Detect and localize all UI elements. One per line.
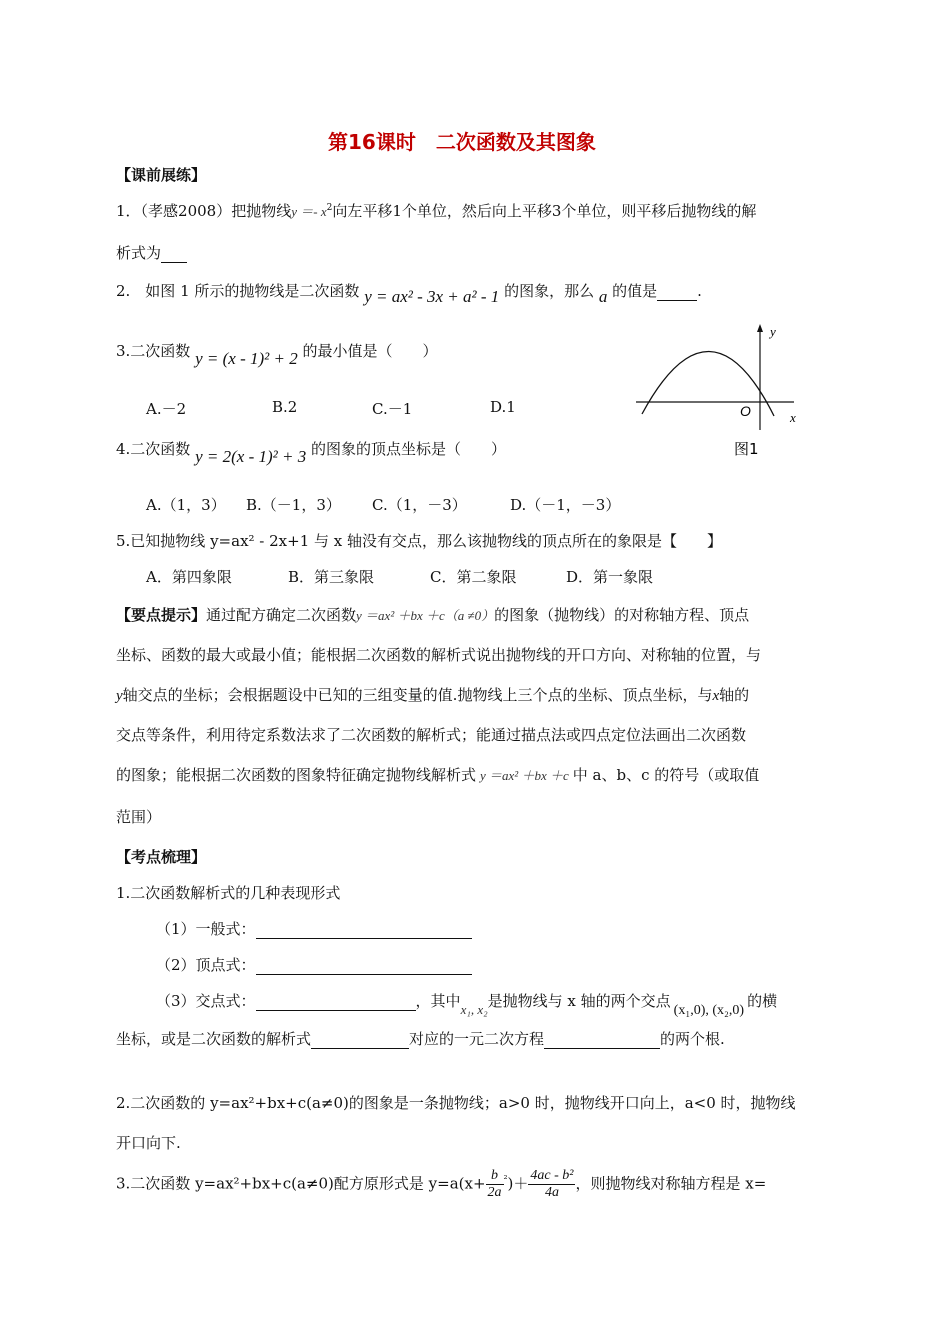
key-points-line-2: 坐标、函数的最大或最小值；能根据二次函数的解析式说出抛物线的开口方向、对称轴的位置，与 xyxy=(116,646,762,664)
review-1-text-c: 的两个根. xyxy=(660,1030,725,1048)
q4-option-b[interactable]: B.（－1，3） xyxy=(246,496,341,514)
key-points-line-5 xyxy=(116,764,759,785)
question-3 xyxy=(116,340,438,368)
review-3-text-post: ，则抛物线对称轴方程是 x= xyxy=(575,1174,767,1193)
q2-text-mid: 的图象，那么 xyxy=(504,282,595,300)
y-axis-arrow xyxy=(757,324,763,332)
q3-formula: y = (x - 1)² + 2 xyxy=(195,349,298,368)
review-item-2-line1: 2.二次函数的 y=ax²+bx+c(a≠0)的图象是一条抛物线；a>0 时，抛物线开口向上，a<0 时，抛物线 xyxy=(116,1094,796,1112)
form-intercept-post: 是抛物线与 x 轴的两个交点 xyxy=(487,992,671,1010)
page-title: 第16课时 二次函数及其图象 xyxy=(328,130,596,154)
q4-option-a[interactable]: A.（1，3） xyxy=(146,496,226,514)
q5-option-a[interactable]: A．第四象限 xyxy=(146,568,232,586)
q3-option-d[interactable]: D.1 xyxy=(490,398,516,416)
key-points-text-3a: 轴交点的坐标；会根据题设中已知的三组变量的值.抛物线上三个点的坐标、顶点坐标，与 xyxy=(122,686,713,704)
fraction-discriminant xyxy=(528,1168,575,1201)
question-1: 1．（孝感2008）把抛物线$y =- x^2$向左平移1个单位，然后向上平移3个单位，则平移后抛物线的解 xyxy=(116,202,757,220)
review-1-blank-2[interactable] xyxy=(544,1034,660,1049)
q4-option-d[interactable]: D.（－1，－3） xyxy=(510,496,621,514)
form-intercept-label: （3）交点式： xyxy=(156,992,256,1010)
q1-text-pre: 1．（孝感2008）把抛物线 xyxy=(116,202,292,220)
q1-formula: y ＝- x xyxy=(291,204,327,219)
fraction-2-denominator: 4a xyxy=(544,1185,559,1200)
q2-formula: y = ax² - 3x + a² - 1 xyxy=(364,287,500,306)
q5-option-c[interactable]: C．第二象限 xyxy=(430,568,517,586)
key-points-var-y: y xyxy=(116,688,123,704)
key-points-text-5a: 的图象；能根据二次函数的图象特征确定抛物线解析式 xyxy=(116,766,477,784)
origin-label: O xyxy=(740,403,751,419)
key-points-text-3b: 轴的 xyxy=(719,686,750,704)
q4-text-post: 的图象的顶点坐标是（ ） xyxy=(311,440,507,458)
form-general xyxy=(156,918,472,939)
key-points-line-6: 范围） xyxy=(116,808,162,826)
q2-answer-blank[interactable] xyxy=(657,286,697,301)
form-general-blank[interactable] xyxy=(256,924,472,939)
key-points-line-4: 交点等条件，利用待定系数法求了二次函数的解析式；能通过描点法或四点定位法画出二次函数 xyxy=(116,726,747,744)
key-points-formula-5: y ＝ax² ＋bx ＋c xyxy=(480,768,569,783)
q2-text-post: 的值是 xyxy=(612,282,658,300)
key-points-var-x: x xyxy=(712,688,720,704)
form-vertex-blank[interactable] xyxy=(256,960,472,975)
key-points-text-1b: 的图象（抛物线）的对称轴方程、顶点 xyxy=(494,606,750,624)
form-intercept-blank[interactable] xyxy=(256,996,416,1011)
form-general-label: （1）一般式： xyxy=(156,920,256,938)
key-points-text-1a: 通过配方确定二次函数 xyxy=(206,606,357,624)
key-points-line-1 xyxy=(116,604,749,625)
q3-option-b[interactable]: B.2 xyxy=(272,398,298,416)
fraction-1-denominator: 2a xyxy=(487,1185,502,1200)
q3-text-pre: 3.二次函数 xyxy=(116,342,191,360)
question-4 xyxy=(116,438,507,466)
section-heading-review: 【考点梳理】 xyxy=(116,848,207,866)
key-points-line-3 xyxy=(116,684,749,705)
q4-formula: y = 2(x - 1)² + 3 xyxy=(195,447,307,466)
q1-text-post: 向左平移1个单位，然后向上平移3个单位，则平移后抛物线的解 xyxy=(332,202,757,220)
review-1-text-b: 对应的一元二次方程 xyxy=(409,1030,545,1048)
section-heading-key-points: 【要点提示】 xyxy=(116,606,207,624)
review-item-1-heading: 1.二次函数解析式的几种表现形式 xyxy=(116,884,341,902)
form-intercept-vars: x₁, x₂ xyxy=(460,1002,488,1017)
form-intercept-end: 的横 xyxy=(747,992,778,1010)
q3-option-c[interactable]: C.－1 xyxy=(372,400,413,418)
fraction-2-numerator: 4ac - b² xyxy=(530,1168,574,1183)
q5-option-d[interactable]: D．第一象限 xyxy=(566,568,654,586)
form-intercept xyxy=(156,990,778,1018)
form-vertex xyxy=(156,954,472,975)
y-label: y xyxy=(770,324,776,339)
x-label: x xyxy=(790,410,796,425)
parabola-curve xyxy=(642,351,774,416)
square-exponent: ² xyxy=(503,1174,508,1186)
question-5: 5.已知抛物线 y=ax² - 2x+1 与 x 轴没有交点，那么该抛物线的顶点所在的象限是【 】 xyxy=(116,532,723,550)
section-heading-warmup: 【课前展练】 xyxy=(116,166,207,184)
fraction-1-numerator: b xyxy=(486,1168,504,1185)
q1-text-line2: 析式为 xyxy=(116,244,162,262)
form-vertex-label: （2）顶点式： xyxy=(156,956,256,974)
question-2: 2. 如图 1 所示的抛物线是二次函数 y = ax² - 3x + a² - 1 的图象，那么 a 的值是 . xyxy=(116,282,702,306)
review-3-text-pre: 3.二次函数 y=ax²+bx+c(a≠0)配方原形式是 y=a(x+ xyxy=(116,1174,486,1193)
review-3-plus: )＋ xyxy=(507,1174,529,1193)
figure-1-parabola xyxy=(634,318,824,468)
review-item-2-line2: 开口向下. xyxy=(116,1134,181,1152)
key-points-formula-1: y ＝ax² ＋bx ＋c（a ≠0） xyxy=(356,608,495,623)
question-1-line2 xyxy=(116,242,187,263)
q4-text-pre: 4.二次函数 xyxy=(116,440,191,458)
review-1-blank-1[interactable] xyxy=(311,1034,409,1049)
figure-caption: 图1 xyxy=(734,440,759,458)
form-intercept-points: (x₁,0), (x₂,0) xyxy=(673,1003,745,1018)
form-intercept-mid: ，其中 xyxy=(415,992,461,1010)
fraction-b-over-2a xyxy=(486,1168,504,1201)
q4-option-c[interactable]: C.（1，－3） xyxy=(372,496,467,514)
q2-text-pre: 2. 如图 1 所示的抛物线是二次函数 xyxy=(116,282,360,300)
q1-answer-blank[interactable] xyxy=(161,248,187,263)
key-points-text-5b: 中 a、b、c 的符号（或取值 xyxy=(572,766,760,784)
q3-option-a[interactable]: A.－2 xyxy=(146,400,187,418)
q3-text-post: 的最小值是（ ） xyxy=(302,342,438,360)
review-1-text-a: 坐标，或是二次函数的解析式 xyxy=(116,1030,312,1048)
review-item-1-line2 xyxy=(116,1028,725,1049)
q5-option-b[interactable]: B．第三象限 xyxy=(288,568,375,586)
review-item-3 xyxy=(116,1168,766,1201)
q2-var-a: a xyxy=(598,287,608,306)
